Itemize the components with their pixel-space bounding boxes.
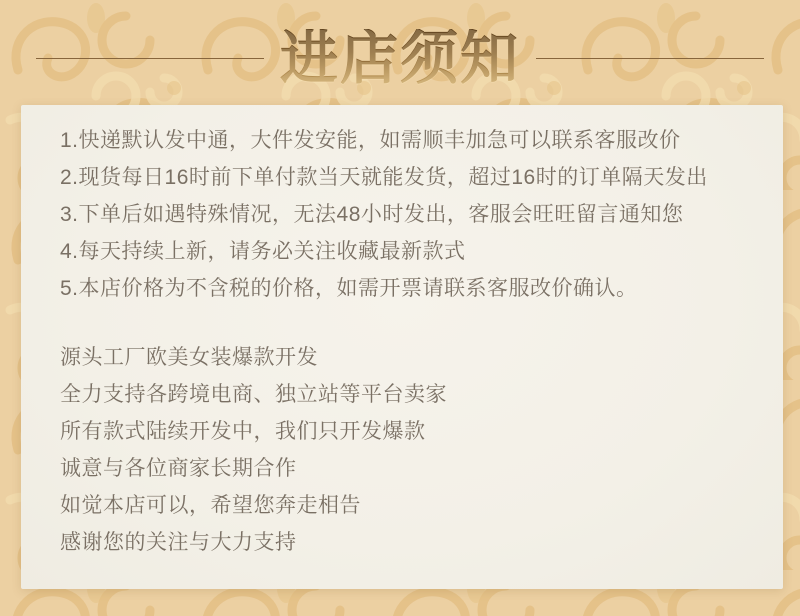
intro-line-4: 诚意与各位商家长期合作: [60, 457, 297, 480]
title-rule-right: [536, 58, 764, 59]
notice-item-4: 4.每天持续上新，请务必关注收藏最新款式: [60, 240, 466, 263]
intro-line-2: 全力支持各跨境电商、独立站等平台卖家: [60, 383, 447, 406]
notice-item-1: 1.快递默认发中通，大件发安能，如需顺丰加急可以联系客服改价: [60, 129, 681, 152]
intro-line-3: 所有款式陆续开发中，我们只开发爆款: [60, 420, 426, 443]
page-title: 进店须知: [279, 24, 520, 92]
notice-card: [21, 105, 783, 589]
title-rule-left: [36, 58, 264, 59]
intro-line-1: 源头工厂欧美女装爆款开发: [60, 346, 318, 369]
factory-intro-block: [60, 339, 755, 561]
notice-item-2: 2.现货每日16时前下单付款当天就能发货，超过16时的订单隔天发出: [60, 166, 708, 189]
notice-list: [60, 122, 755, 307]
notice-item-3: 3.下单后如遇特殊情况，无法48小时发出，客服会旺旺留言通知您: [60, 203, 684, 226]
header: [0, 12, 800, 104]
intro-line-6: 感谢您的关注与大力支持: [60, 531, 297, 554]
intro-line-5: 如觉本店可以，希望您奔走相告: [60, 494, 361, 517]
notice-item-5: 5.本店价格为不含税的价格，如需开票请联系客服改价确认。: [60, 277, 638, 300]
